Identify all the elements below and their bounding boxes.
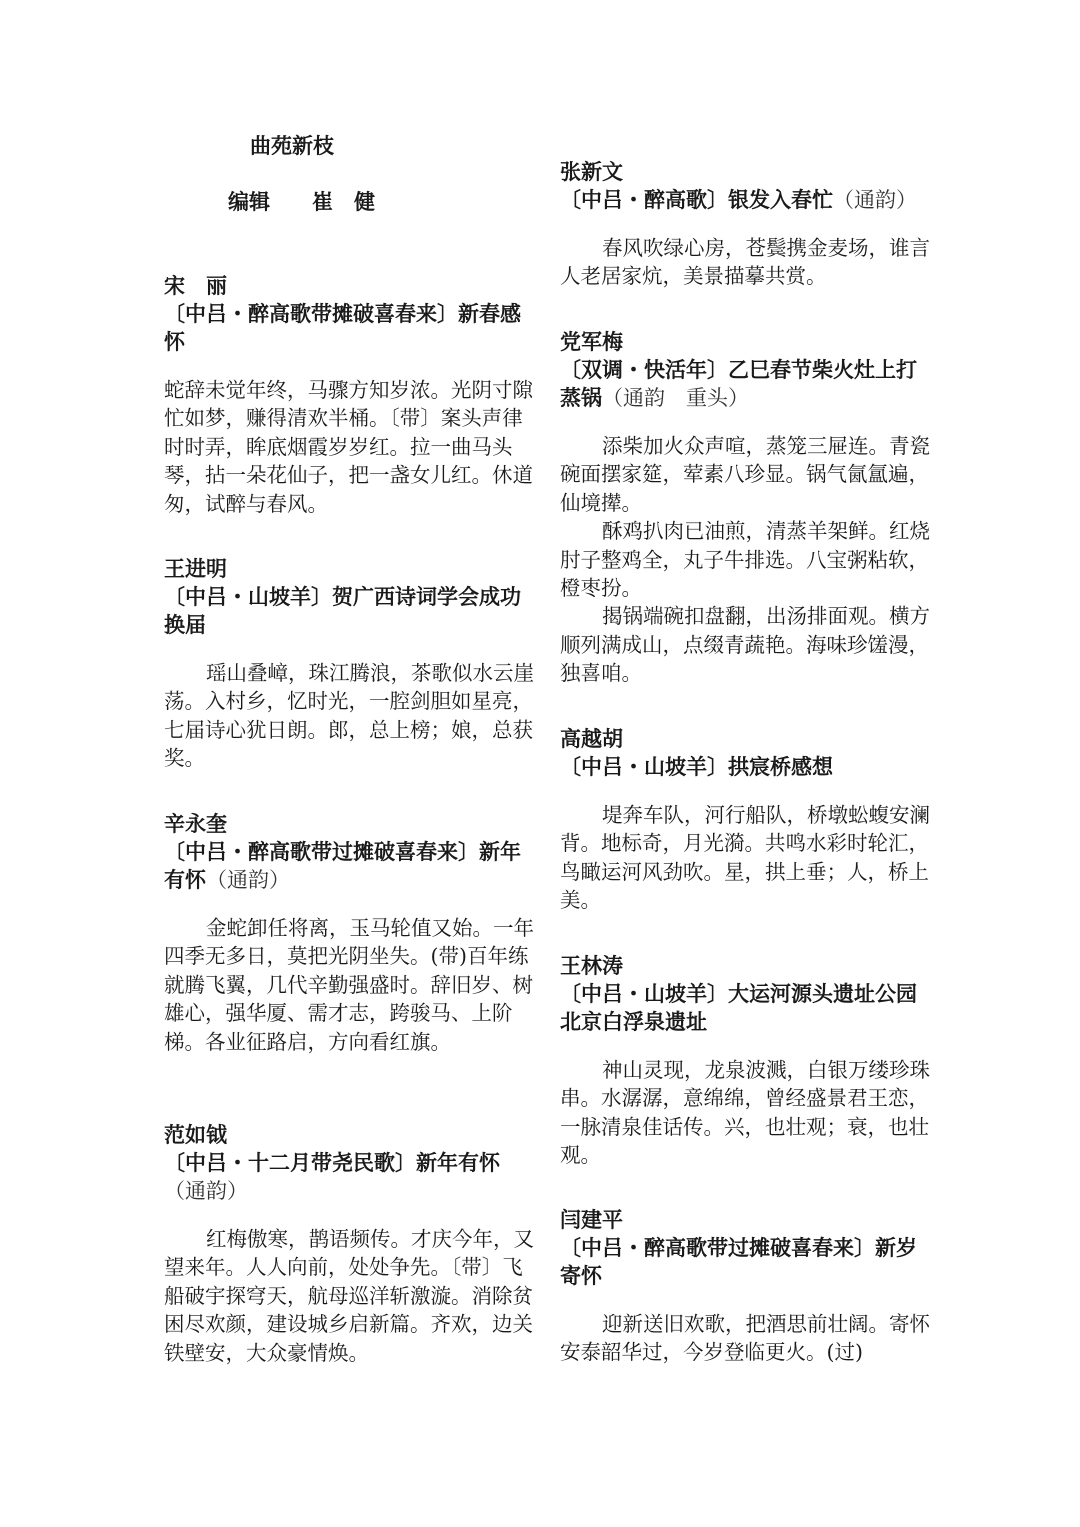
poem-paragraph: 迎新送旧欢歌，把酒思前壮阔。寄怀安泰韶华过，今岁登临更火。(过) [560, 1312, 930, 1365]
poet-name: 王进明 [164, 556, 227, 581]
poem-body [560, 1310, 932, 1367]
poem-paragraph: 神山灵现，龙泉波溅，白银万缕珍珠串。水潺潺，意绵绵，曾经盛景君王恋，一脉清泉佳话传。兴，也壮观；衰，也壮观。 [560, 1058, 930, 1168]
poem-paragraph: 添柴加火众声喧，蒸笼三屉连。青瓷碗面摆家筵，荤素八珍显。锅气氤氲遍，仙境撵。 [560, 434, 930, 515]
poet-name: 辛永奎 [164, 811, 227, 836]
poem-title: 〔中吕・山坡羊〕贺广西诗词学会成功换届 [164, 584, 521, 637]
poem-entry [164, 810, 536, 1056]
poem-paragraph: 春风吹绿心房，苍鬓携金麦场，谁言人老居家炕，美景描摹共赏。 [560, 236, 930, 289]
poem-paragraph: 瑶山叠嶂，珠江腾浪，茶歌似水云崖荡。入村乡，忆时光，一腔剑胆如星亮，七届诗心犹日朗。郎，总上榜；娘，总获奖。 [164, 661, 534, 771]
poet-name: 高越胡 [560, 726, 623, 751]
poem-paragraph: 堤奔车队，河行船队，桥墩蚣蝮安澜背。地标奇，月光漪。共鸣水彩时轮汇，鸟瞰运河风劲吹。星，拱上垂；人，桥上美。 [560, 803, 930, 913]
poem-entry [560, 328, 932, 688]
poem-entry [560, 1206, 932, 1367]
rhyme-note: （通韵） [164, 1179, 248, 1203]
poem-entry [560, 158, 932, 291]
poet-name: 张新文 [560, 159, 623, 184]
poem-entry [164, 1121, 536, 1367]
poem-entry [560, 725, 932, 915]
poet-name: 宋 丽 [164, 273, 227, 298]
editor-line: 编辑 崔 健 [228, 189, 375, 214]
rhyme-note: （通韵 重头） [602, 386, 749, 410]
poem-title: 〔中吕・醉高歌带过摊破喜春来〕新岁寄怀 [560, 1235, 917, 1288]
poem-body [560, 432, 932, 688]
poem-body [560, 801, 932, 915]
poem-title: 〔中吕・山坡羊〕大运河源头遗址公园北京白浮泉遗址 [560, 981, 917, 1034]
poem-paragraph: 红梅傲寒，鹊语频传。才庆今年，又望来年。人人向前，处处争先。〔带〕飞船破宇探穹天，航母巡洋斩激漩。消除贫困尽欢颜，建设城乡启新篇。齐欢，边关铁壁安，大众豪情焕。 [164, 1227, 534, 1365]
poem-paragraph: 酥鸡扒肉已油煎，清蒸羊架鲜。红烧肘子整鸡全，丸子牛排选。八宝粥粘软，橙枣扮。 [560, 519, 930, 601]
poem-title: 〔中吕・十二月带尧民歌〕新年有怀（通韵） [164, 1150, 500, 1203]
poet-name: 范如钺 [164, 1122, 227, 1147]
poem-title: 〔中吕・醉高歌带摊破喜春来〕新春感怀 [164, 301, 521, 354]
poem-paragraph: 揭锅端碗扣盘翻，出汤排面观。横方顺列满成山，点缀青蔬艳。海味珍馐漫，独喜咱。 [560, 604, 930, 686]
poem-entry [560, 952, 932, 1170]
poem-paragraph: 蛇辞未觉年终，马骤方知岁浓。光阴寸隙忙如梦，赚得清欢半桶。〔带〕案头声律时时弄，眸底烟霞岁岁红。拉一曲马头琴，拈一朵花仙子，把一盏女儿红。休道匆，试醉与春风。 [164, 378, 533, 516]
poem-body [560, 1056, 932, 1170]
poem-entry [164, 272, 536, 518]
poem-body [164, 376, 536, 518]
rhyme-note: （通韵） [206, 868, 290, 892]
poem-body [164, 1225, 536, 1367]
poem-body [164, 914, 536, 1056]
poem-body [164, 659, 536, 773]
poem-title: 〔中吕・醉高歌〕银发入春忙（通韵） [560, 187, 917, 212]
poem-title: 〔双调・快活年〕乙巳春节柴火灶上打蒸锅（通韵 重头） [560, 357, 917, 410]
poem-entry [164, 555, 536, 773]
poem-paragraph: 金蛇卸任将离，玉马轮值又始。一年四季无多日，莫把光阴坐失。(带)百年练就腾飞翼，几代辛勤强盛时。辞旧岁、树雄心，强华厦、需才志，跨骏马、上阶梯。各业征路启，方向看红旗。 [164, 916, 534, 1054]
poet-name: 闫建平 [560, 1207, 623, 1232]
poem-title: 〔中吕・醉高歌带过摊破喜春来〕新年有怀（通韵） [164, 839, 521, 892]
column-title: 曲苑新枝 [250, 133, 334, 158]
poet-name: 党军梅 [560, 329, 623, 354]
poet-name: 王林涛 [560, 953, 623, 978]
rhyme-note: （通韵） [833, 188, 917, 212]
poem-body [560, 234, 932, 291]
poem-title: 〔中吕・山坡羊〕拱宸桥感想 [560, 754, 833, 779]
